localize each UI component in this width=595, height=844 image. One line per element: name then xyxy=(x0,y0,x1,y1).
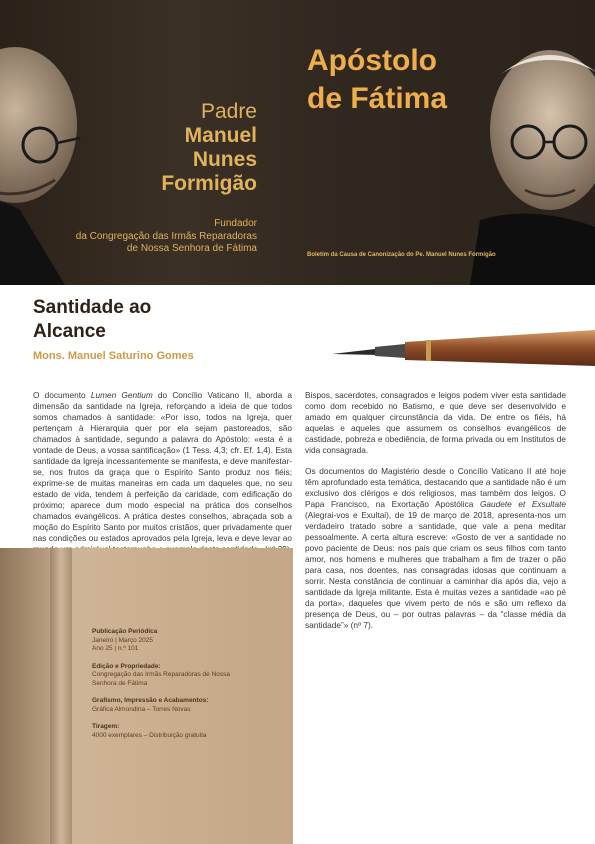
colophon-tir-title: Tiragem: xyxy=(92,723,120,730)
article-title xyxy=(33,296,151,344)
colophon xyxy=(92,628,282,749)
p3-text-rest: (Alegrai-vos e Exultai), de 19 de março de 2018, apresenta-nos um verdadeiro tratado sobre a santidade, que vale a pena meditar pessoalmente. A certa altura escreve: «Gosto de ver a santidade no povo paciente de Deus: nos pais que criam os seus filhos com tanto amor, nos homens e mulheres que trabalham a fim de trazer o pão para casa, nos doentes, nas consagradas idosas que continuam a sorrir. Nesta constância de continuar a caminhar dia após dia, vejo a santidade da Igreja militante. Esta é muitas vezes a santidade «ao pé da porta», daqueles que vivem perto de nós e são um reflexo da presença de Deus, ou – por outras palavras – da “classe média da santidade”» (nº 7). xyxy=(305,510,566,630)
article-title-line-2: Alcance xyxy=(33,321,106,342)
article-author: Mons. Manuel Saturino Gomes xyxy=(33,350,194,362)
banner-name-line-1: Manuel xyxy=(184,124,257,147)
banner-bulletin: Boletim da Causa de Canonização do Pe. Manuel Nunes Formigão xyxy=(307,252,496,258)
paper-spine-decoration xyxy=(50,548,72,844)
banner-name-line-2: Nunes xyxy=(192,148,257,171)
main-title-line-2: de Fátima xyxy=(307,82,448,115)
banner-name-line-3: Formigão xyxy=(161,172,257,195)
p3-emphasis: Gaudete et Exsultate xyxy=(479,499,566,509)
colophon-ed-line-1: Congregação das Irmãs Reparadoras de Nossa xyxy=(92,671,231,678)
article-paragraph-3 xyxy=(305,466,566,631)
header-banner xyxy=(0,0,595,285)
founder-line-2: da Congregação das Irmãs Reparadoras xyxy=(75,230,257,242)
colophon-pub-line-2: Ano 25 | n.º 101 xyxy=(92,645,139,652)
p1-emphasis: Lumen Gentium xyxy=(90,390,153,400)
banner-padre: Padre xyxy=(200,100,257,123)
founder-line-1: Fundador xyxy=(214,218,257,229)
p1-text-start: O documento xyxy=(33,390,91,400)
founder-line-3: de Nossa Senhora de Fátima xyxy=(126,243,257,254)
fountain-pen-image xyxy=(330,322,595,372)
p3-text-start: Os documentos do Magistério desde o Concílio Vaticano II até hoje têm aprofundado esta temática, destacando que a santidade não é um exclusivo dos clérigos e dos religiosos, mas também dos leigos. O Papa Francisco, na Exortação Apostólica xyxy=(305,466,566,509)
colophon-edition xyxy=(92,663,282,689)
banner-main-title xyxy=(307,42,447,118)
colophon-print-run xyxy=(92,723,282,740)
colophon-ed-title: Edição e Propriedade: xyxy=(92,662,161,670)
banner-founder xyxy=(76,218,257,256)
portrait-right-image xyxy=(470,30,595,285)
colophon-publication xyxy=(92,628,282,654)
colophon-ed-line-2: Senhora de Fátima xyxy=(92,679,148,687)
main-title-line-1: Apóstolo xyxy=(307,44,437,77)
colophon-graf-title: Grafismo, Impressão e Acabamentos: xyxy=(92,697,209,704)
banner-name-block xyxy=(161,100,257,196)
colophon-tir-line-1: 4000 exemplares – Distribuição gratuita xyxy=(92,731,207,739)
article-title-line-1: Santidade ao xyxy=(33,297,152,318)
colophon-graphics xyxy=(92,697,282,714)
colophon-pub-title: Publicação Periódica xyxy=(92,628,158,635)
colophon-graf-line-1: Gráfica Almondina – Torres Novas xyxy=(92,705,191,713)
article-paragraph-2: Bispos, sacerdotes, consagrados e leigos podem viver esta santidade como dom recebido no Batismo, e que deve ser desenvolvido e amado em qualquer circunstância da vida. De entre os fiéis, há aquelas e aqueles que assumem os conselhos evangélicos de castidade, pobreza e obediência, de forma privada ou em Institutos de vida consagrada. xyxy=(305,390,566,455)
article-column-2 xyxy=(305,390,566,641)
p1-text-rest: do Concílio Vaticano II, aborda a dimensão da santidade na Igreja, reforçando a ideia de que todos somos chamados à santidade: «Por isso, todos na Igreja, quer pertençam à Hierarquia quer por ela sejam pastoreados, são chamados à santidade, segundo a palavra do Apóstolo: «esta é a vontade de Deus, a vossa santificação» (1 Tess. 4,3; cfr. Ef. 1,4). Esta santidade da Igreja incessantemente se manifesta, e deve manifestar-se, nos frutos da graça que o Espírito Santo produz nos fiéis; exprime-se de muitas maneiras em cada um daqueles que, no seu estado de vida, tendem à perfeição da caridade, com edificação do próximo; aparece dum modo especial na prática dos conselhos chamados evangélicos. A prática destes conselhos, abraçada sob a moção do Espírito Santo por muitos cristãos, quer privadamente quer nas condições ou estados aprovados pela Igreja, leva e deve levar ao xyxy=(33,390,292,543)
colophon-pub-line-1: Janeiro | Março 2025 xyxy=(92,636,153,644)
